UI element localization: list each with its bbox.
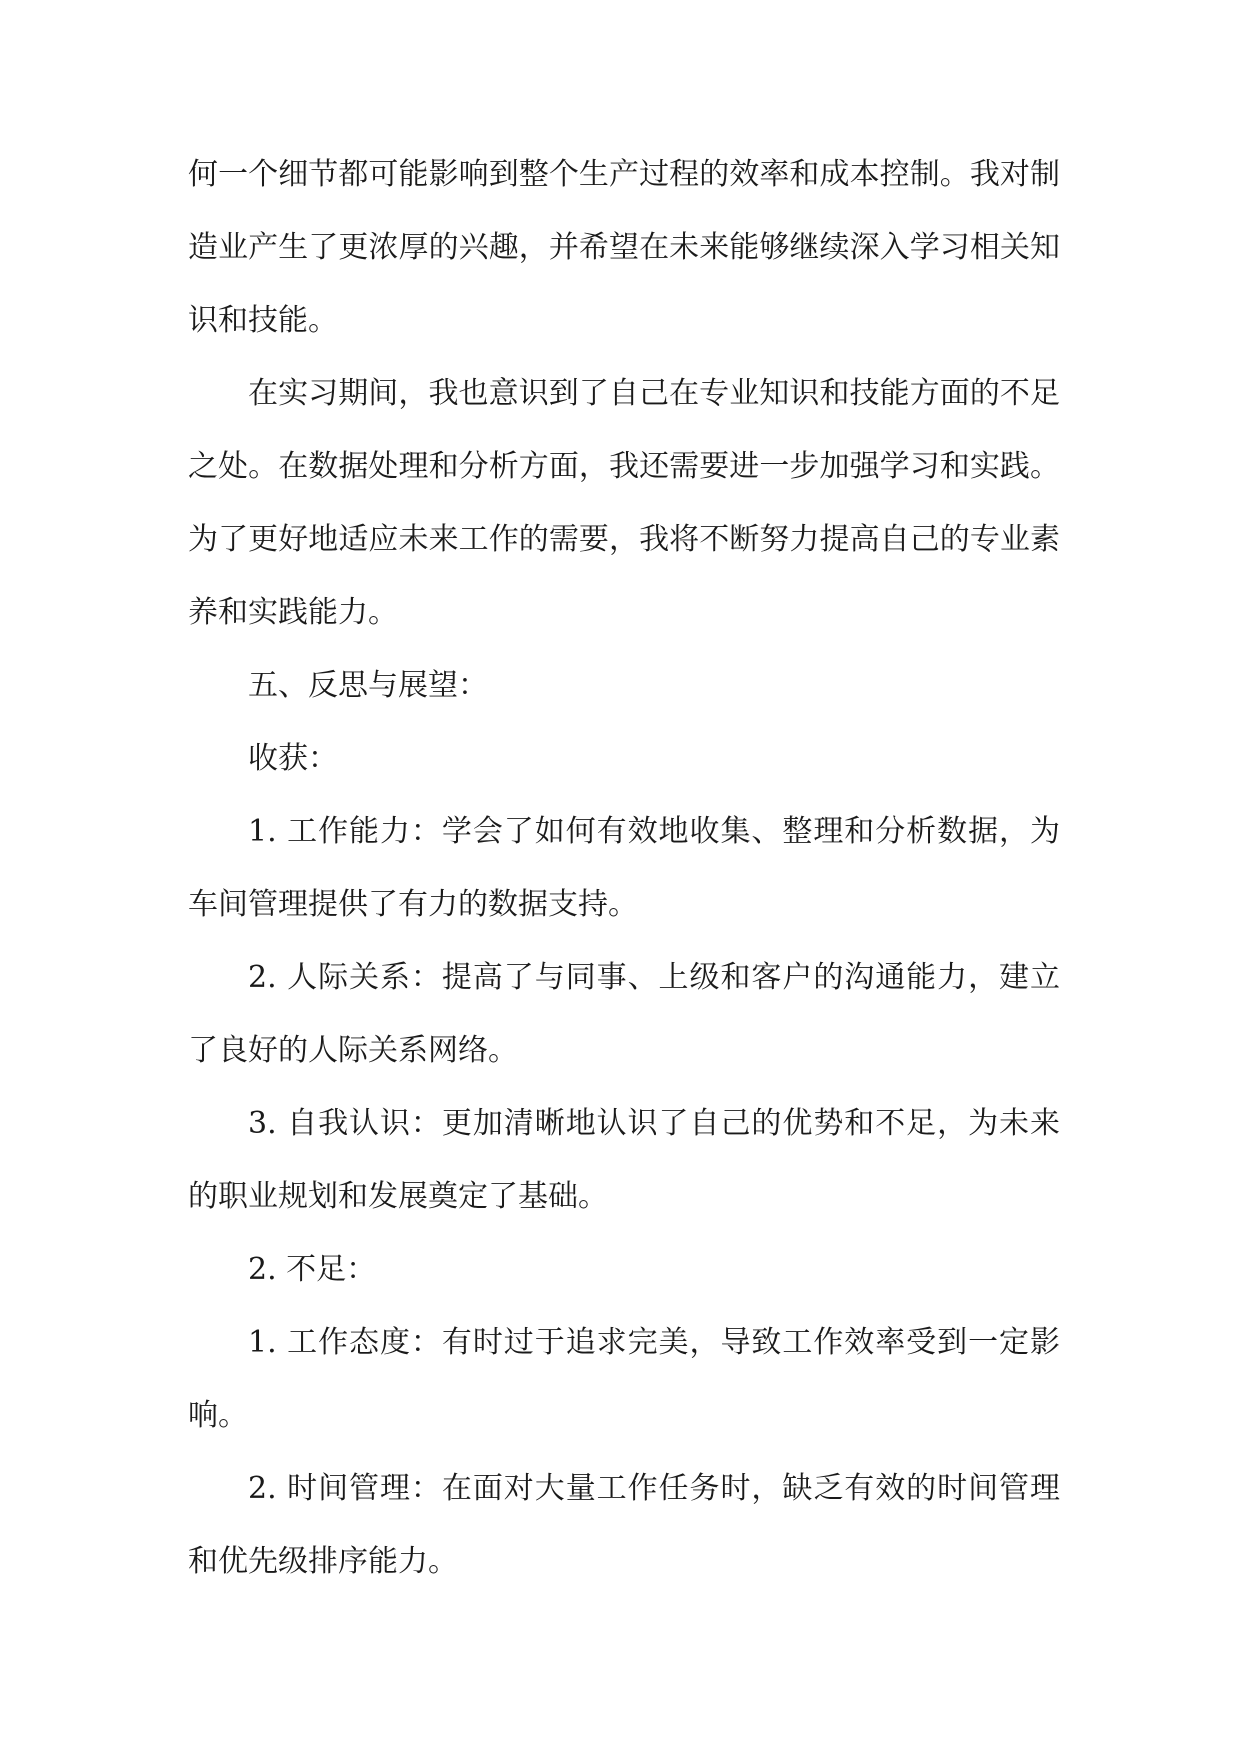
document-body [188,138,1060,1598]
subheading-gains: 收获： [248,741,338,776]
list-item-work-attitude: 1. 工作态度：有时过于追求完美，导致工作效率受到一定影响。 [188,1325,1060,1433]
list-item-work-ability: 1. 工作能力：学会了如何有效地收集、整理和分析数据，为车间管理提供了有力的数据支持。 [188,814,1060,922]
paragraph-shortcomings: 在实习期间，我也意识到了自己在专业知识和技能方面的不足之处。在数据处理和分析方面，我还需要进一步加强学习和实践。为了更好地适应未来工作的需要，我将不断努力提高自己的专业素养和实践能力。 [188,376,1060,630]
paragraph-continuation: 何一个细节都可能影响到整个生产过程的效率和成本控制。我对制造业产生了更浓厚的兴趣，并希望在未来能够继续深入学习相关知识和技能。 [188,157,1060,338]
list-item-time-management: 2. 时间管理：在面对大量工作任务时，缺乏有效的时间管理和优先级排序能力。 [188,1471,1060,1579]
list-item-relationships: 2. 人际关系：提高了与同事、上级和客户的沟通能力，建立了良好的人际关系网络。 [188,960,1060,1068]
subheading-shortcomings: 2. 不足： [248,1252,377,1287]
list-item-self-awareness: 3. 自我认识：更加清晰地认识了自己的优势和不足，为未来的职业规划和发展奠定了基础。 [188,1106,1060,1214]
section-heading-reflection: 五、反思与展望： [248,668,488,703]
